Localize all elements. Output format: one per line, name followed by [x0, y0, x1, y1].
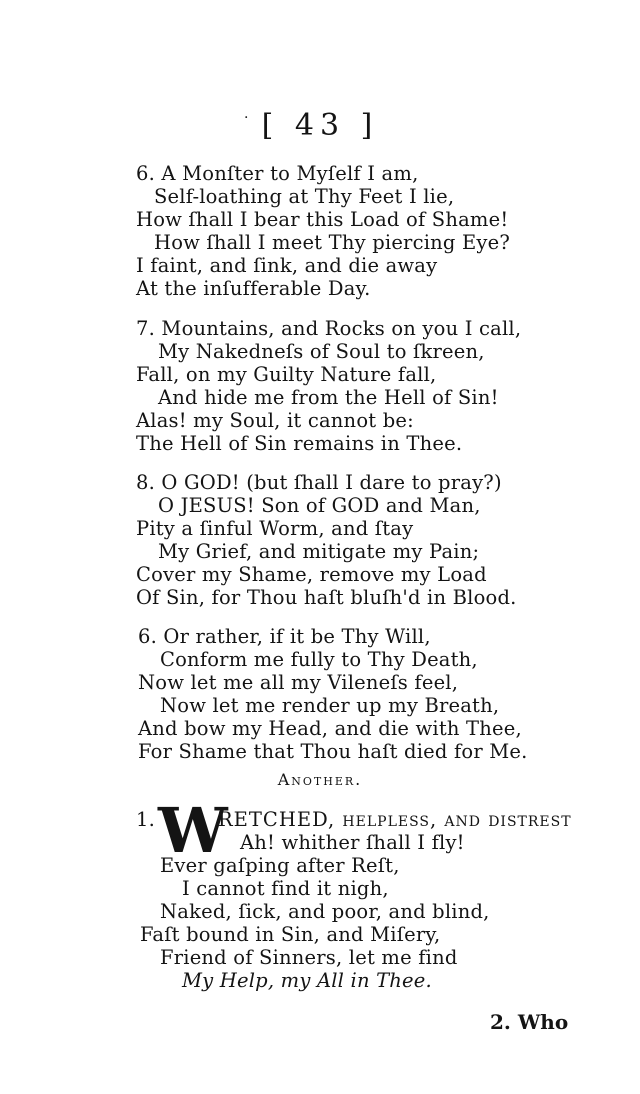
stanza-line — [136, 317, 521, 341]
verse-line: Self-loathing at Thy Feet I lie, — [154, 185, 455, 208]
drop-cap: W — [158, 794, 228, 867]
verse-line: And bow my Head, and die with Thee, — [138, 717, 522, 740]
verse-line: My Grief, and mitigate my Pain; — [158, 540, 480, 563]
page-number: [ 43 ] — [261, 108, 379, 143]
verse-line: Naked, ſick, and poor, and blind, — [160, 900, 490, 923]
verse-line: The Hell of Sin remains in Thee. — [136, 432, 463, 455]
verse-line: My Help, my All in Thee. — [182, 969, 432, 992]
verse-line: My Nakedneſs of Soul to ſkreen, — [158, 340, 485, 363]
verse-line: Mountains, and Rocks on you I call, — [161, 317, 522, 340]
verse-line: Of Sin, for Thou haſt bluſh'd in Blood. — [136, 586, 517, 609]
verse-line: Faſt bound in Sin, and Miſery, — [140, 923, 441, 946]
verse-line: Ever gaſping after Reſt, — [160, 854, 400, 877]
verse-line: Pity a ſinful Worm, and ſtay — [136, 517, 414, 540]
verse-line: Now let me render up my Breath, — [160, 694, 500, 717]
verse-line: Alas! my Soul, it cannot be: — [136, 409, 414, 432]
stanza-line — [136, 162, 418, 186]
stanza-number: 1. — [136, 808, 156, 831]
verse-line: Conform me fully to Thy Death, — [160, 648, 478, 671]
stanza-line — [138, 625, 431, 649]
verse-line: O GOD! (but ſhall I dare to pray?) — [161, 471, 502, 494]
verse-line: Or rather, if it be Thy Will, — [163, 625, 431, 648]
catchword: 2. Who — [490, 1010, 569, 1034]
verse-line: Friend of Sinners, let me find — [160, 946, 458, 969]
stanza-number: 6. — [136, 162, 156, 185]
verse-line: I faint, and ſink, and die away — [136, 254, 438, 277]
stanza-line — [136, 471, 502, 495]
verse-line: RETCHED, helpleſs, and diſtreſt — [218, 808, 572, 831]
verse-line: A Monſter to Myſelf I am, — [161, 162, 419, 185]
verse-line: And hide me from the Hell of Sin! — [158, 386, 499, 409]
verse-line: Ah! whither ſhall I fly! — [240, 831, 465, 854]
header-mark: · — [244, 110, 249, 126]
verse-line: How ſhall I bear this Load of Shame! — [136, 208, 509, 231]
verse-line: Cover my Shame, remove my Load — [136, 563, 487, 586]
verse-line: Now let me all my Vileneſs feel, — [138, 671, 459, 694]
stanza-number: 8. — [136, 471, 156, 494]
stanza-number: 7. — [136, 317, 156, 340]
page-header — [0, 108, 640, 143]
verse-line: For Shame that Thou haſt died for Me. — [138, 740, 528, 763]
verse-line: I cannot find it nigh, — [182, 877, 389, 900]
verse-line: Fall, on my Guilty Nature fall, — [136, 363, 437, 386]
verse-line: O JESUS! Son of GOD and Man, — [158, 494, 481, 517]
verse-line: At the inſufferable Day. — [136, 277, 371, 300]
verse-line: How ſhall I meet Thy piercing Eye? — [154, 231, 511, 254]
section-title: Another. — [277, 770, 363, 789]
stanza-number: 6. — [138, 625, 158, 648]
